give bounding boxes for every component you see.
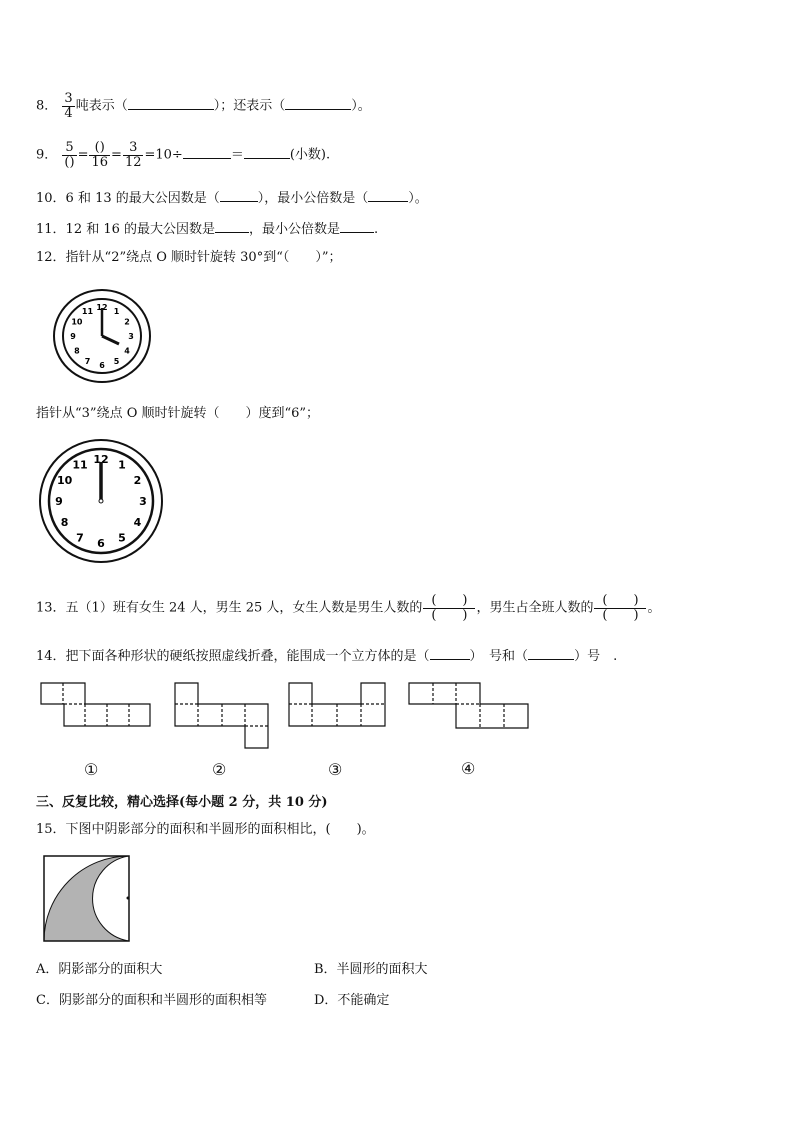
clock-numeral: 3 xyxy=(128,331,134,341)
fraction-1: $\frac{5}{()}$ xyxy=(64,140,75,170)
net-label-2: ② xyxy=(212,760,227,779)
answer-blank[interactable] xyxy=(128,97,214,110)
clock-numeral: 6 xyxy=(97,537,105,550)
clock-numeral: 5 xyxy=(118,531,126,545)
clock-numeral: 3 xyxy=(139,495,147,508)
clock-numeral: 2 xyxy=(124,317,130,327)
section-title: 三、反复比较，精心选择(每小题 2 分，共 10 分) xyxy=(36,795,328,810)
answer-blank[interactable] xyxy=(430,647,470,660)
clock-numeral: 8 xyxy=(60,516,69,529)
clock-numeral: 1 xyxy=(118,458,126,472)
question-14: 14．把下面各种形状的硬纸按照虚线折叠，能围成一个立方体的是（ ） 号和（ ）号 . xyxy=(36,649,618,664)
fraction-blank-2[interactable]: $\frac{( )}{( )}$ xyxy=(594,594,646,622)
answer-blank[interactable] xyxy=(368,189,408,202)
answer-blank[interactable] xyxy=(244,146,290,159)
answer-blank[interactable] xyxy=(215,220,249,233)
net-3 xyxy=(289,683,385,726)
clock-numeral: 7 xyxy=(76,531,84,545)
clock-numeral: 12 xyxy=(96,302,108,312)
question-15: 15．下图中阴影部分的面积和半圆形的面积相比，( )。 xyxy=(36,822,375,837)
clock-four-oclock xyxy=(52,288,156,384)
net-2 xyxy=(175,683,268,748)
fraction-2: $\frac{()}{16}$ xyxy=(91,140,109,170)
question-8: 8． $\frac{3}{4}$ 吨表示（ ）；还表示（ ）。 xyxy=(36,91,371,121)
clock-numeral: 9 xyxy=(70,331,76,341)
option-c[interactable]: C．阴影部分的面积和半圆形的面积相等 xyxy=(36,993,267,1008)
answer-blank[interactable] xyxy=(340,220,374,233)
clock-numeral: 4 xyxy=(133,516,142,529)
question-12: 12．指针从“2”绕点 O 顺时针旋转 30°到“（ ）”； xyxy=(36,250,342,265)
clock-hour-hand xyxy=(102,336,119,344)
clock-numeral: 9 xyxy=(55,495,63,508)
answer-blank[interactable] xyxy=(528,647,574,660)
clock-numeral: 7 xyxy=(84,357,91,366)
question-10: 10．6 和 13 的最大公因数是（ ），最小公倍数是（ ）。 xyxy=(36,191,428,206)
answer-blank[interactable] xyxy=(285,97,351,110)
shaded-square-figure xyxy=(42,854,132,944)
clock-numeral: 2 xyxy=(133,474,142,487)
clock-numeral: 10 xyxy=(71,317,83,327)
clock-twelve-oclock xyxy=(38,438,166,566)
net-label-4: ④ xyxy=(461,759,476,778)
question-12-part-2: 指针从“3”绕点 O 顺时针旋转（ ）度到“6”； xyxy=(36,406,320,421)
net-label-3: ③ xyxy=(328,760,343,779)
question-11: 11．12 和 16 的最大公因数是 ，最小公倍数是 . xyxy=(36,222,379,237)
cube-nets xyxy=(38,680,538,752)
question-9: 9． $\frac{5}{()}$ = $\frac{()}{16}$ = $\frac{3}{12}$ =10÷ ＝ (小数). xyxy=(36,140,331,170)
net-4 xyxy=(409,683,528,728)
option-a[interactable]: A．阴影部分的面积大 xyxy=(36,962,163,977)
net-label-1: ① xyxy=(84,760,99,779)
option-d[interactable]: D．不能确定 xyxy=(314,993,390,1008)
question-13: 13．五（1）班有女生 24 人，男生 25 人，女生人数是男生人数的 $\frac{( )}{( )}$ ，男生占全班人数的 $\frac{( )}{( )}$ 。 xyxy=(36,593,661,623)
fraction-3: $\frac{3}{12}$ xyxy=(124,140,142,170)
answer-blank[interactable] xyxy=(220,189,258,202)
net-1 xyxy=(41,683,150,726)
clock-numeral: 12 xyxy=(93,453,109,466)
clock-numeral: 6 xyxy=(99,360,105,370)
clock-numeral: 4 xyxy=(124,346,130,356)
clock-numeral: 10 xyxy=(56,474,73,487)
clock-numeral: 11 xyxy=(81,306,94,316)
clock-numeral: 5 xyxy=(113,357,120,366)
fraction-three-quarters: $\frac{3}{4}$ xyxy=(64,91,73,121)
clock-numeral: 8 xyxy=(74,346,80,356)
answer-blank[interactable] xyxy=(183,146,231,159)
clock-numeral: 11 xyxy=(72,458,88,472)
fraction-blank-1[interactable]: $\frac{( )}{( )}$ xyxy=(423,594,475,622)
option-b[interactable]: B．半圆形的面积大 xyxy=(314,962,428,977)
clock-numeral: 1 xyxy=(113,306,120,316)
